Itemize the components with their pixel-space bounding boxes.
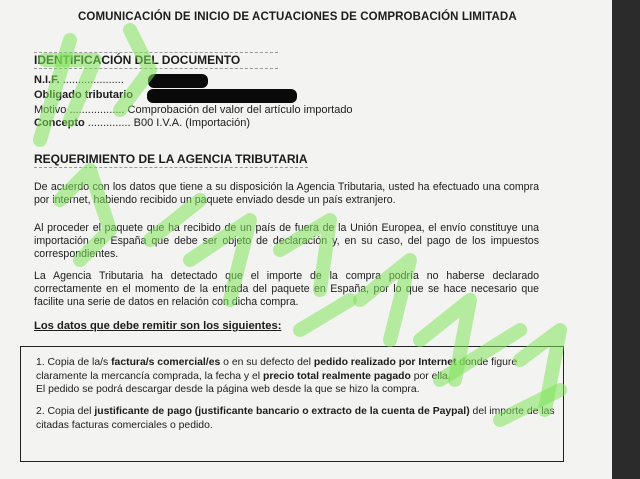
requirement-heading: REQUERIMIENTO DE LA AGENCIA TRIBUTARIA [34,152,308,166]
document-title: COMUNICACIÓN DE INICIO DE ACTUACIONES DE COMPROBACIÓN LIMITADA [78,11,517,23]
requirement-item-1: 1. Copia de la/s factura/s comercial/es o en su defecto del pedido realizado por Internet donde figure claramente la mercancía comprada, la fecha y el precio total realmente pagado por ella. El pedido se podrá descargar desde la página web desde la que se hizo la compra. [36,357,518,395]
field-label: Motivo [34,104,67,116]
field-label: N.I.F. [34,74,60,86]
paragraph-2: Al proceder el paquete que ha recibido de un país de fuera de la Unión Europea, el envío constituye una importación en España que debe ser objeto de declaración y, en su caso, del pago de los impuestos correspondientes. [34,222,539,260]
field-dots: .................. [66,104,125,116]
field-concepto [34,117,250,129]
requirement-item-2: 2. Copia del justificante de pago (justificante bancario o extracto de la cuenta de Paypal) del importe de las citadas facturas comerciales o pedido. [36,406,555,431]
field-value: B00 I.V.A. (Importación) [133,117,251,129]
paragraph-3: La Agencia Tributaria ha detectado que el importe de la compra podría no haberse declarado correctamente en el momento de la entrada del paquete en España, por lo que se hace necesario que facilite una serie de datos en relación con dicha compra. [34,270,539,308]
field-motivo [34,104,353,116]
field-obligado [34,89,133,101]
field-label: Concepto [34,117,85,129]
field-value: Comprobación del valor del artículo importado [127,104,353,116]
paragraph-1: De acuerdo con los datos que tiene a su disposición la Agencia Tributaria, usted ha efectuado una compra por internet, habiendo recibido un paquete enviado desde un país extranjero. [34,181,539,206]
data-heading: Los datos que debe remitir son los siguientes: [34,320,282,332]
field-nif [34,74,124,86]
field-dots: .................... [59,74,124,86]
field-dots: .............. [84,117,131,129]
redaction-bar-obligado [147,89,297,103]
redaction-bar-nif [148,74,208,88]
field-label: Obligado tributario [34,89,133,101]
identification-heading: IDENTIFICACIÓN DEL DOCUMENTO [34,52,278,69]
